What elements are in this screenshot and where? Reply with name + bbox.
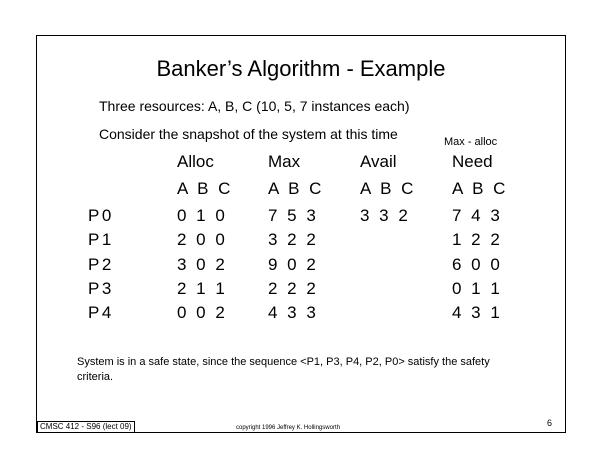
subheader-max: A B C bbox=[268, 179, 324, 198]
avail-cell: 3 3 2 bbox=[360, 206, 411, 225]
max-cell: 3 2 2 bbox=[268, 230, 319, 249]
course-footer: CMSC 412 - S96 (lect 09) bbox=[37, 421, 135, 433]
slide-title: Banker’s Algorithm - Example bbox=[156, 56, 446, 81]
max-cell: 9 0 2 bbox=[268, 255, 319, 274]
alloc-cell: 3 0 2 bbox=[177, 255, 228, 274]
snapshot-line: Consider the snapshot of the system at this time bbox=[99, 126, 398, 142]
alloc-cell: 0 0 2 bbox=[177, 303, 228, 322]
subheader-need: A B C bbox=[452, 179, 508, 198]
page-number: 6 bbox=[547, 418, 553, 428]
process-label: P4 bbox=[88, 303, 114, 322]
process-label: P1 bbox=[88, 230, 114, 249]
need-cell: 6 0 0 bbox=[452, 255, 503, 274]
header-max: Max bbox=[268, 152, 301, 171]
process-label: P0 bbox=[88, 206, 114, 225]
max-cell: 2 2 2 bbox=[268, 279, 319, 298]
need-cell: 7 4 3 bbox=[452, 206, 503, 225]
copyright-footer: copyright 1996 Jeffrey K. Hollingsworth bbox=[236, 425, 340, 431]
need-cell: 0 1 1 bbox=[452, 279, 503, 298]
need-cell: 1 2 2 bbox=[452, 230, 503, 249]
header-avail: Avail bbox=[360, 152, 397, 171]
process-label: P3 bbox=[88, 279, 114, 298]
need-cell: 4 3 1 bbox=[452, 303, 503, 322]
alloc-cell: 2 1 1 bbox=[177, 279, 228, 298]
alloc-cell: 2 0 0 bbox=[177, 230, 228, 249]
subheader-avail: A B C bbox=[360, 179, 416, 198]
process-label: P2 bbox=[88, 255, 114, 274]
need-formula-note: Max - alloc bbox=[444, 136, 498, 148]
header-need: Need bbox=[452, 152, 493, 171]
alloc-cell: 0 1 0 bbox=[177, 206, 228, 225]
safe-state-note: System is in a safe state, since the sequence <P1, P3, P4, P2, P0> satisfy the safety criteria. bbox=[77, 356, 490, 383]
resources-line: Three resources: A, B, C (10, 5, 7 instances each) bbox=[99, 98, 410, 114]
subheader-alloc: A B C bbox=[177, 179, 233, 198]
max-cell: 7 5 3 bbox=[268, 206, 319, 225]
max-cell: 4 3 3 bbox=[268, 303, 319, 322]
header-alloc: Alloc bbox=[177, 152, 214, 171]
